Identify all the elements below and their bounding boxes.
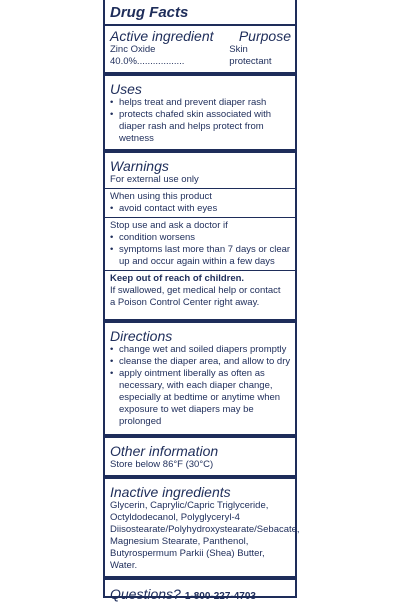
stop-use-heading: Stop use and ask a doctor if — [110, 220, 228, 231]
list-item-line: protects chafed skin associated with — [119, 109, 272, 120]
drug-facts-panel — [103, 0, 300, 602]
divider — [105, 24, 295, 26]
list-item-text — [119, 97, 266, 109]
active-ingredient-name: Zinc Oxide 40.0%.................. — [110, 44, 185, 67]
stop-use-list — [110, 232, 291, 268]
list-item — [110, 97, 291, 109]
when-using-list — [110, 203, 291, 215]
list-item-text — [119, 109, 291, 145]
list-item-line: helps treat and prevent diaper rash — [119, 97, 267, 108]
list-item-text — [119, 203, 217, 215]
list-item-line: exposure to wet diapers may be — [119, 404, 254, 415]
list-item-line: diaper rash and helps protect from wetness — [119, 121, 264, 144]
list-item-line: necessary, with each diaper change, — [119, 380, 273, 391]
list-item — [110, 232, 291, 244]
bullet-icon: • — [110, 203, 114, 214]
questions-phone: 1-800-227-4703 — [184, 591, 256, 602]
other-info-text: Store below 86°F (30°C) — [110, 459, 214, 470]
divider — [105, 576, 295, 580]
list-item-line: symptoms last more than 7 days or clear — [119, 244, 291, 255]
bullet-icon: • — [110, 344, 114, 355]
keep-out-section — [110, 271, 291, 319]
list-item — [110, 203, 291, 215]
questions-line — [110, 586, 291, 602]
list-item — [110, 244, 291, 268]
directions-list — [110, 344, 291, 428]
list-item — [110, 109, 291, 145]
active-ingredient-purpose: Skin protectant — [229, 44, 272, 67]
list-item-line: cleanse the diaper area, and allow to dry — [119, 356, 291, 367]
directions-section — [110, 323, 291, 434]
bullet-icon: • — [110, 356, 114, 367]
when-using-section — [110, 189, 291, 217]
list-item-line: change wet and soiled diapers promptly — [119, 344, 287, 355]
warnings-heading: Warnings — [110, 158, 169, 174]
keep-out-line-1: If swallowed, get medical help or contact — [110, 285, 281, 296]
purpose-heading: Purpose — [238, 28, 291, 44]
inactive-heading: Inactive ingredients — [110, 484, 231, 500]
active-ingredient-header — [110, 28, 291, 44]
list-item-line: up and occur again within a few days — [119, 256, 275, 267]
uses-list — [110, 97, 291, 145]
bullet-icon: • — [110, 244, 114, 255]
inactive-section — [110, 479, 300, 576]
list-item-text — [119, 232, 195, 244]
stop-use-section — [110, 218, 291, 270]
list-item — [110, 356, 291, 368]
keep-out-line-2: a Poison Control Center right away. — [110, 297, 260, 308]
list-item-line: prolonged — [119, 416, 162, 427]
keep-out-heading: Keep out of reach of children. — [110, 273, 245, 284]
inactive-line: Octyldodecanol, Polyglyceryl-4 — [110, 512, 240, 523]
inactive-line: Glycerin, Caprylic/Capric Triglyceride, — [110, 500, 269, 511]
directions-heading: Directions — [110, 328, 173, 344]
active-ingredient-row — [110, 44, 291, 72]
list-item-line: especially at bedtime or anytime when — [119, 392, 281, 403]
bullet-icon: • — [110, 368, 114, 379]
list-item-text — [119, 244, 290, 268]
list-item-text — [119, 344, 286, 356]
inactive-line: Butyrospermum Parkii (Shea) Butter, Water. — [110, 548, 265, 571]
when-using-heading: When using this product — [110, 191, 212, 202]
other-info-section — [110, 438, 291, 475]
bullet-icon: • — [110, 97, 114, 108]
list-item — [110, 368, 291, 428]
bullet-icon: • — [110, 232, 114, 243]
inactive-line: Magnesium Stearate, Panthenol, — [110, 536, 249, 547]
bullet-icon: • — [110, 109, 114, 120]
questions-label: Questions? — [110, 586, 181, 602]
list-item-line: avoid contact with eyes — [119, 203, 218, 214]
uses-heading: Uses — [110, 81, 142, 97]
drug-facts-title: Drug Facts — [110, 4, 189, 21]
list-item-line: condition worsens — [119, 232, 196, 243]
list-item-text — [119, 368, 280, 428]
active-ingredient-heading: Active ingredient — [110, 28, 214, 44]
list-item-line: apply ointment liberally as often as — [119, 368, 265, 379]
external-use-text: For external use only — [110, 174, 199, 185]
other-info-heading: Other information — [110, 443, 219, 459]
list-item — [110, 344, 291, 356]
warnings-section — [110, 153, 291, 188]
inactive-line: Diisostearate/Polyhydroxystearate/Sebacate, — [110, 524, 300, 535]
uses-section — [110, 76, 291, 149]
list-item-text — [119, 356, 290, 368]
